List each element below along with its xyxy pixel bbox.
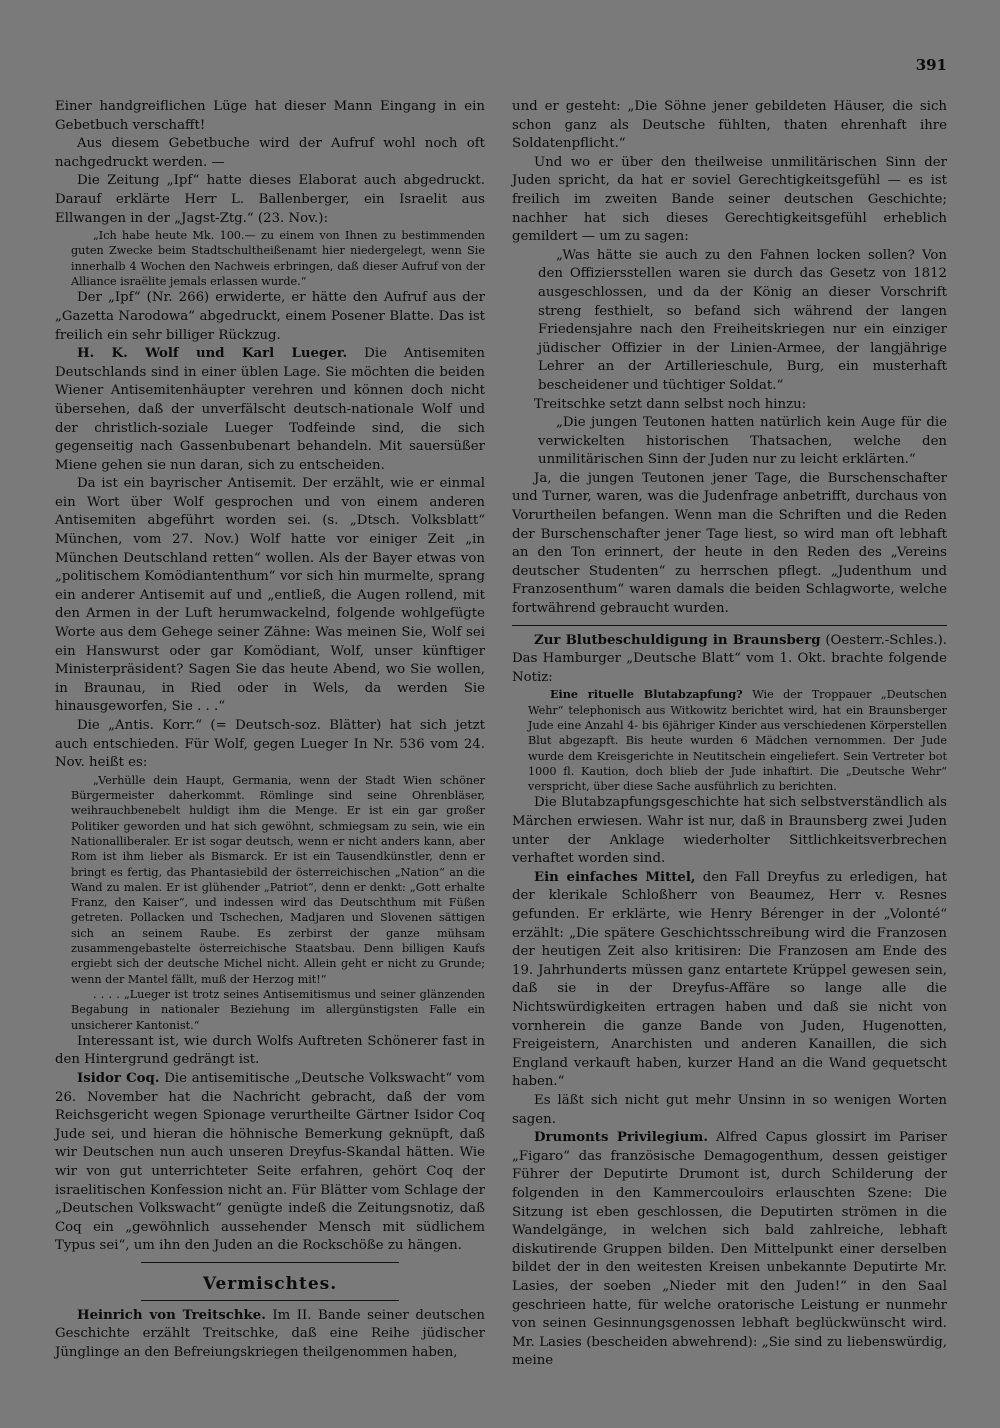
paragraph: und er gesteht: „Die Söhne jener gebildeten Häuser, die sich schon ganz als Deutsche fühlten, thaten ehrenhaft ihre Soldatenpflicht.“ — [512, 99, 947, 152]
divider — [141, 1262, 399, 1263]
divider — [141, 1300, 399, 1301]
right-column — [512, 98, 947, 1371]
paragraph: den Fall Dreyfus zu erledigen, hat der klerikale Schloßherr von Beaumez, Herr v. Resnes gefunden. Er erklärte, wie Henry Bérenger in der „Volonté“ erzählt: „Die spätere Geschichtsschreibung wird die Franzosen der heutigen Zeit also kritisiren: Die Franzosen am Ende des 19. Jahrhunderts müssen ganz entartete Krüppel gewesen sein, daß sie in der Dreyfus-Affäre so lange alle die Nichtswürdigkeiten ertragen haben und daß sie nicht von vornherein die ganze Bande von Juden, Hugenotten, Freigeistern, Anarchisten und anderen Kanaillen, die sich England verkauft haben, kurzer Hand an die Wand gequetscht haben.“ — [512, 869, 947, 1090]
page-number: 391 — [915, 56, 947, 74]
paragraph: Und wo er über den theilweise unmilitärischen Sinn der Juden spricht, da hat er soviel Gerechtigkeitsgefühl — es ist freilich im zweiten Bande seiner deutschen Geschichte; nachher hat sich dieses Gerechtigkeitsgefühl erheblich gemildert — um zu sagen: — [512, 154, 947, 245]
article-heading-mittel: Ein einfaches Mittel, — [534, 869, 696, 885]
article-heading-coq: Isidor Coq. — [77, 1071, 160, 1087]
paragraph: Es läßt sich nicht gut mehr Unsinn in so wenigen Worten sagen. — [512, 1092, 947, 1127]
paragraph: Treitschke setzt dann selbst noch hinzu: — [534, 396, 807, 412]
divider — [512, 625, 947, 626]
quote-paragraph: Wie der Troppauer „Deutschen Wehr“ telephonisch aus Witkowitz berichtet wird, hat ein Braunsberger Jude eine Anzahl 4- bis 6jähriger Kinder aus verschiedenen Körperstellen Blut abgezapft. Bis heute wurden 6 Mädchen vernommen. Der Jude wurde dem Kreisgerichte in Neutitschein eingeliefert. Sein Vertreter bot 1000 fl. Kaution, doch blieb der Jude inhaftirt. Die „Deutsche Wehr“ verspricht, über diese Sache ausführlich zu berichten. — [528, 688, 948, 794]
left-column — [55, 98, 485, 1362]
section-title-vermischtes: Vermischtes. — [202, 1273, 338, 1294]
article-heading-drumont: Drumonts Privilegium. — [534, 1130, 708, 1146]
paragraph: Die Antisemiten Deutschlands sind in einer üblen Lage. Sie möchten die beiden Wiener Antisemitenhäupter verehren und können doch nicht übersehen, daß der unverfälscht deutsch-nationale Wolf und der christlich-soziale Lueger Todfeinde sind, die sich gegenseitig nach Gassenbubenart behandeln. Mit sauersüßer Miene gehen sie nun daran, sich zu entscheiden. — [55, 346, 485, 473]
quote-paragraph: „Was hätte sie auch zu den Fahnen locken sollen? Von den Offiziersstellen waren sie durch das Gesetz von 1812 ausgeschlossen, und da der König an dieser Vorschrift streng festhielt, so befand sich während der langen Friedensjahre nach den Freiheitskriegen nur ein einziger jüdischer Offizier in der Linien-Armee, der langjährige Lehrer an der Artillerieschule, Burg, ein musterhaft bescheidener und tüchtiger Soldat.“ — [538, 247, 947, 393]
paragraph: Einer handgreiflichen Lüge hat dieser Mann Eingang in ein Gebetbuch verschafft! — [55, 99, 485, 133]
article-heading-treitschke: Heinrich von Treitschke. — [77, 1307, 266, 1323]
quote-heading: Eine rituelle Blutabzapfung? — [550, 687, 743, 702]
paragraph: Der „Ipf“ (Nr. 266) erwiderte, er hätte den Aufruf aus der „Gazetta Narodowa“ abgedruckt, einem Posener Blatte. Das ist freilich ein sehr billiger Rückzug. — [55, 290, 485, 343]
paragraph: Die „Antis. Korr.“ (= Deutsch-soz. Blätter) hat sich jetzt auch entschieden. Für Wolf, gegen Lueger In Nr. 536 vom 24. Nov. heißt es: — [55, 718, 485, 771]
quote-paragraph: „Die jungen Teutonen hatten natürlich kein Auge für die verwickelten historischen Thatsachen, welche den unmilitärischen Sinn der Juden nur zu leicht erklärten.“ — [538, 415, 947, 468]
paragraph: Interessant ist, wie durch Wolfs Auftreten Schönerer fast in den Hintergrund gedrängt ist. — [55, 1033, 485, 1068]
paragraph: Da ist ein bayrischer Antisemit. Der erzählt, wie er einmal ein Wort über Wolf gesprochen und von einem anderen Antisemiten abgeführt worden sei. (s. „Dtsch. Volksblatt“ München, vom 27. Nov.) Wolf hatte vor einiger Zeit „in München Deutschland retten“ wollen. Als der Bayer etwas von „politischem Komödiantenthum“ vor sich hin murmelte, sprang ein anderer Antisemit auf und „entließ, die Augen rollend, mit den Armen in der Luft herumwackelnd, folgende wohlgefügte Worte aus dem Gehege seiner Zähne: Was meinen Sie, Wolf sei ein Hanswurst oder gar Komödiant, Wolf, unser künftiger Ministerpräsident? Sagen Sie das heute Abend, wo Sie wollen, in Braunau, in Ried oder in Wels, da werden Sie hinausgeworfen, Sie . . .“ — [55, 476, 485, 715]
paragraph: Alfred Capus glossirt im Pariser „Figaro“ das französische Demagogenthum, dessen geistiger Führer der Deputirte Drumont ist, durch Schilderung der folgenden in den Kammercouloirs erlauschten Szene: Die Sitzung ist eben geschlossen, die Deputirten strömen in die Wandelgänge, in welchen sich bald zahlreiche, lebhaft diskutirende Gruppen bilden. Den Mittelpunkt einer derselben bildet der in den weitesten Kreisen unbekannte Deputirte Mr. Lasies, der soeben „Nieder mit den Juden!“ in den Saal geschrieen hatte, für welche oratorische Leistung er nunmehr von seinen Gesinnungsgenossen lebhaft beglückwünscht wird. Mr. Lasies (bescheiden abwehrend): „Sie sind zu liebenswürdig, meine — [512, 1130, 947, 1369]
article-heading-wolf: H. K. Wolf und Karl Lueger. — [77, 346, 348, 362]
paragraph: Die antisemitische „Deutsche Volkswacht“ vom 26. November hat die Nachricht gebracht, daß der vom Reichsgericht wegen Spionage verurtheilte Gärtner Isidor Coq Jude sei, und hieran die höhnische Bemerkung geknüpft, daß wir Deutschen nun auch unseren Dreyfus-Skandal hätten. Wie wir von gut unterrichteter Seite erfahren, gehört Coq der israelitischen Konfession nicht an. Für Blätter vom Schlage der „Deutschen Volkswacht“ genügte indeß die Zeitungsnotiz, daß Coq ein „gewöhnlich aussehender Mensch mit südlichem Typus sei“, um ihn den Juden an die Rockschöße zu hängen. — [55, 1071, 486, 1254]
paragraph: (Oesterr.-Schles.). Das Hamburger „Deutsche Blatt“ vom 1. Okt. brachte folgende Notiz: — [512, 632, 947, 685]
quote-paragraph: . . . . „Lueger ist trotz seines Antisemitismus und seiner glänzenden Begabung in nationaler Beziehung im allergünstigsten Falle ein unsicherer Kantonist.“ — [71, 987, 485, 1032]
paragraph: Die Zeitung „Ipf“ hatte dieses Elaborat auch abgedruckt. Darauf erklärte Herr L. Ballenberger, ein Israelit aus Ellwangen in der „Jagst-Ztg.“ (23. Nov.): — [55, 173, 485, 226]
paragraph: Im II. Bande seiner deutschen Geschichte erzählt Treitschke, daß eine Reihe jüdischer Jünglinge an den Befreiungskriegen theilgenommen haben, — [55, 1307, 485, 1360]
quote-paragraph: „Verhülle dein Haupt, Germania, wenn der Stadt Wien schöner Bürgermeister daherkommt. Römlinge sind seine Ohrenbläser, weihrauchbenebelt huldigt ihm die Menge. Er ist ein gar großer Politiker geworden und hat sich gewöhnt, schmiegsam zu sein, wie ein Nationalliberaler. Er ist sogar deutsch, wenn er nicht anders kann, aber Rom ist ihm lieber als Bismarck. Er ist ein Tausendkünstler, denn er bringt es fertig, das Phantasiebild der österreichischen „Nation“ an die Wand zu malen. Er ist glühender „Patriot“, denn er denkt: „Gott erhalte Franz, den Kaiser“, und indessen wird das Deutschthum mit Füßen getreten. Pollacken und Tschechen, Madjaren und Slovenen sättigen sich an seinem Raube. Es zerbirst der ganze mühsam zusammengebastelte österreichische Staatsbau. Denn billigen Kaufs ergiebt sich der deutsche Michel nicht. Allein geht er nicht zu Grunde; wenn der Mantel fällt, muß der Herzog mit!“ — [71, 773, 485, 986]
paragraph: Ja, die jungen Teutonen jener Tage, die Burschenschafter und Turner, waren, was die Judenfrage anbetrifft, durchaus von Vorurtheilen befangen. Wenn man die Schriften und die Reden der Burschenschafter jener Tage liest, so wird man oft lebhaft an den Ton erinnert, der heute in den Reden des „Vereins deutscher Studenten“ zu herrschen pflegt. „Judenthum und Franzosenthum“ waren damals die beiden Schlagworte, welche fortwährend gebraucht wurden. — [512, 470, 947, 617]
article-heading-blut: Zur Blutbeschuldigung in Braunsberg — [534, 632, 821, 648]
quote-paragraph: „Ich habe heute Mk. 100.— zu einem von Ihnen zu bestimmenden guten Zwecke beim Stadtschultheißenamt hier niedergelegt, wenn Sie innerhalb 4 Wochen den Nachweis erbringen, daß dieser Aufruf von der Alliance israëlite jemals erlassen wurde.“ — [71, 229, 485, 289]
paragraph: Die Blutabzapfungsgeschichte hat sich selbstverständlich als Märchen erwiesen. Wahr ist nur, daß in Braunsberg zwei Juden unter der Anklage wiederholter Sittlichkeitsverbrechen verhaftet worden sind. — [512, 795, 947, 867]
paragraph: Aus diesem Gebetbuche wird der Aufruf wohl noch oft nachgedruckt werden. — — [55, 136, 485, 170]
